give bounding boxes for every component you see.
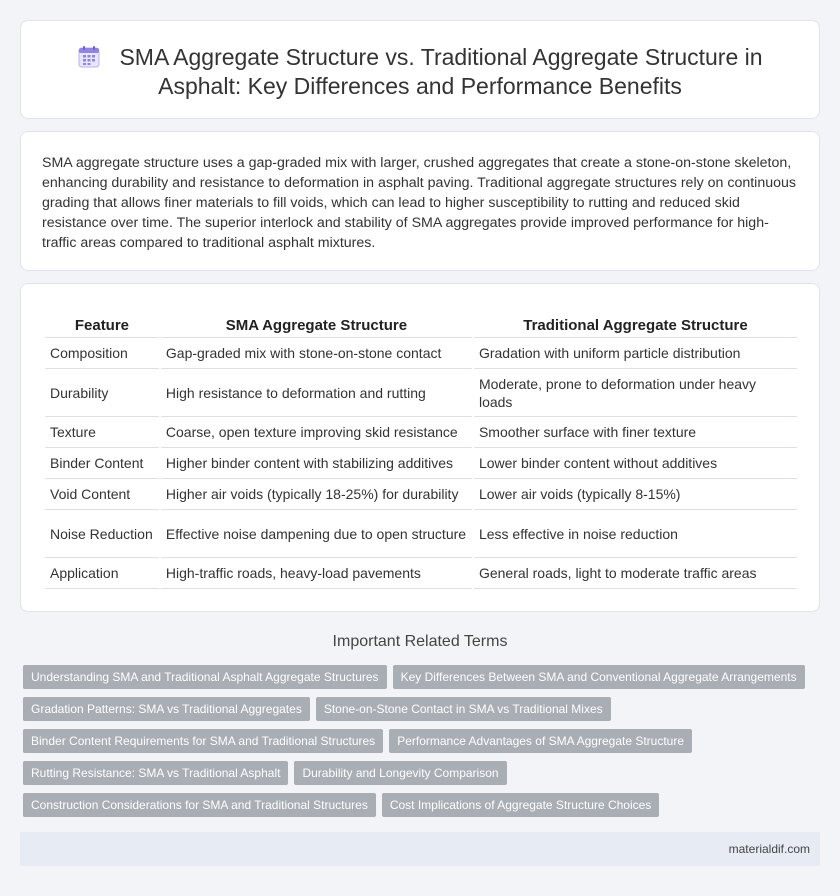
table-row <box>45 369 797 417</box>
sma-cell: Higher binder content with stabilizing additives <box>161 448 472 479</box>
sma-cell: High resistance to deformation and rutting <box>161 369 472 417</box>
header-sma: SMA Aggregate Structure <box>161 315 472 338</box>
feature-cell: Texture <box>45 417 159 448</box>
related-term-tag[interactable]: Performance Advantages of SMA Aggregate Structure <box>389 729 692 753</box>
title-line-2: Asphalt: Key Differences and Performance Benefits <box>158 73 682 99</box>
calendar-grid-icon <box>77 45 101 69</box>
related-terms-heading: Important Related Terms <box>332 633 508 650</box>
comparison-table-card <box>20 283 820 612</box>
intro-paragraph: SMA aggregate structure uses a gap-graded mix with larger, crushed aggregates that create a stone-on-stone skeleton, enhancing durability and resistance to deformation in asphalt paving. Traditional aggregate structures rely on continuous grading that allows finer materials to fill voids, which can lead to higher susceptibility to rutting and reduced skid resistance over time. The superior interlock and stability of SMA aggregates provide improved performance for high-traffic areas compared to traditional asphalt mixtures. <box>42 155 796 251</box>
table-row <box>45 448 797 479</box>
traditional-cell: Less effective in noise reduction <box>474 510 797 558</box>
sma-cell: High-traffic roads, heavy-load pavements <box>161 558 472 589</box>
related-term-tag[interactable]: Durability and Longevity Comparison <box>294 761 506 785</box>
footer-site-link[interactable]: materialdif.com <box>728 842 810 856</box>
related-term-tag[interactable]: Key Differences Between SMA and Conventional Aggregate Arrangements <box>393 665 805 689</box>
sma-cell: Coarse, open texture improving skid resistance <box>161 417 472 448</box>
traditional-cell: General roads, light to moderate traffic areas <box>474 558 797 589</box>
sma-cell: Gap-graded mix with stone-on-stone contact <box>161 338 472 369</box>
related-term-tag[interactable]: Understanding SMA and Traditional Asphalt Aggregate Structures <box>23 665 387 689</box>
feature-cell: Durability <box>45 369 159 417</box>
table-row <box>45 558 797 589</box>
traditional-cell: Moderate, prone to deformation under heavy loads <box>474 369 797 417</box>
header-traditional: Traditional Aggregate Structure <box>474 315 797 338</box>
related-term-tag[interactable]: Stone-on-Stone Contact in SMA vs Traditional Mixes <box>316 697 611 721</box>
footer-bar <box>20 832 820 866</box>
feature-cell: Binder Content <box>45 448 159 479</box>
feature-cell: Composition <box>45 338 159 369</box>
sma-cell: Effective noise dampening due to open structure <box>161 510 472 558</box>
related-term-tag[interactable]: Binder Content Requirements for SMA and Traditional Structures <box>23 729 383 753</box>
sma-cell: Higher air voids (typically 18-25%) for durability <box>161 479 472 510</box>
header-feature: Feature <box>45 315 159 338</box>
related-terms-list <box>23 665 813 825</box>
title-line-1: SMA Aggregate Structure vs. Traditional Aggregate Structure in <box>119 44 763 70</box>
header-card <box>20 20 820 119</box>
related-term-tag[interactable]: Construction Considerations for SMA and Traditional Structures <box>23 793 376 817</box>
table-row <box>45 510 797 558</box>
related-term-tag[interactable]: Rutting Resistance: SMA vs Traditional Asphalt <box>23 761 288 785</box>
traditional-cell: Lower air voids (typically 8-15%) <box>474 479 797 510</box>
feature-cell: Void Content <box>45 479 159 510</box>
related-term-tag[interactable]: Gradation Patterns: SMA vs Traditional Aggregates <box>23 697 310 721</box>
comparison-table <box>43 315 799 589</box>
related-term-tag[interactable]: Cost Implications of Aggregate Structure Choices <box>382 793 659 817</box>
table-row <box>45 417 797 448</box>
feature-cell: Noise Reduction <box>45 510 159 558</box>
table-row <box>45 338 797 369</box>
intro-card <box>20 131 820 271</box>
feature-cell: Application <box>45 558 159 589</box>
table-row <box>45 479 797 510</box>
traditional-cell: Lower binder content without additives <box>474 448 797 479</box>
traditional-cell: Smoother surface with finer texture <box>474 417 797 448</box>
page-title <box>21 43 819 101</box>
table-header-row <box>45 315 797 338</box>
traditional-cell: Gradation with uniform particle distribution <box>474 338 797 369</box>
